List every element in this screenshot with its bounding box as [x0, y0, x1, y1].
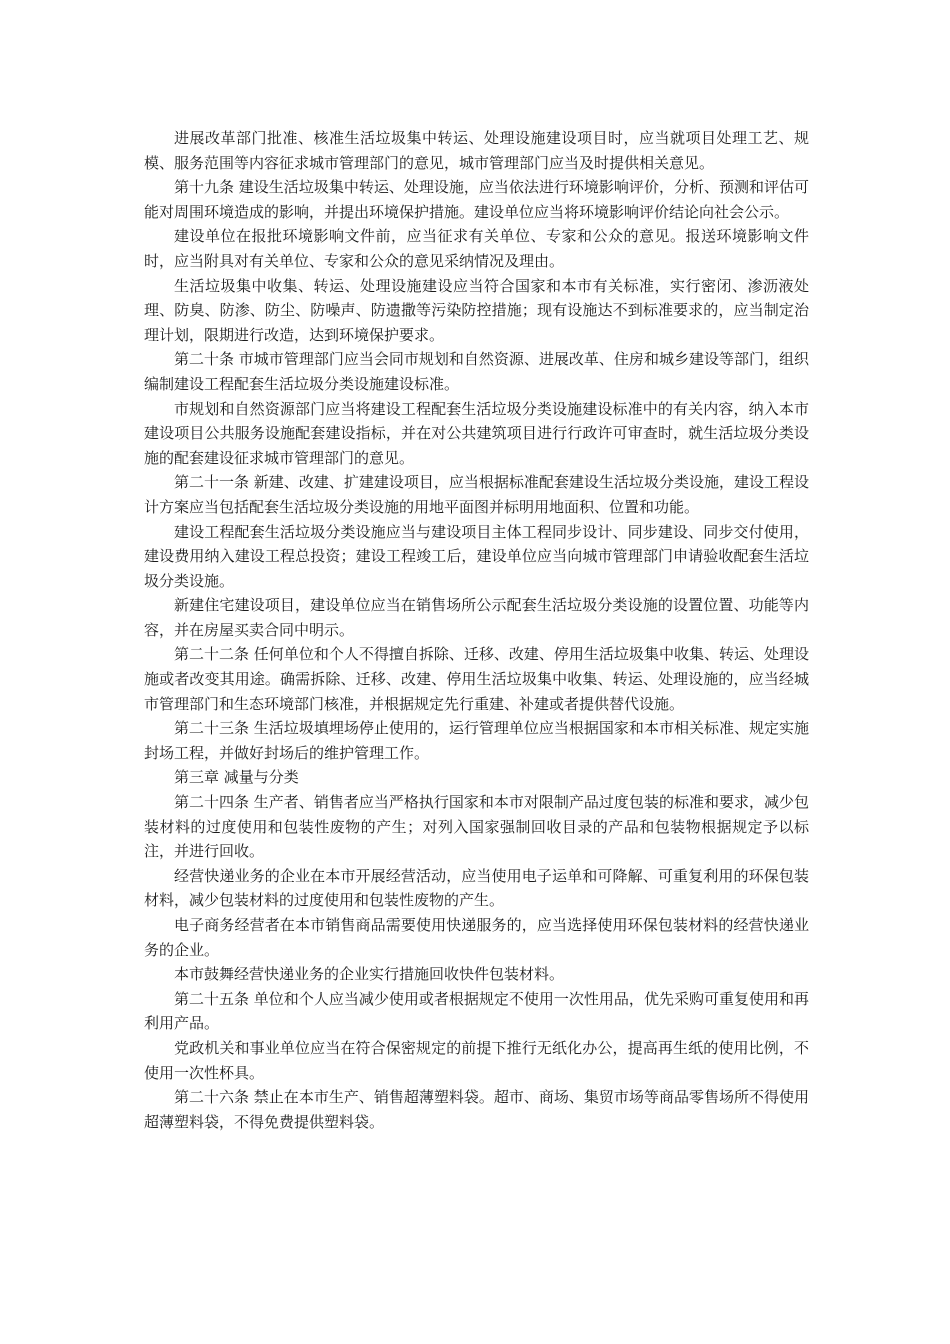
paragraph: 第十九条 建设生活垃圾集中转运、处理设施，应当依法进行环境影响评价，分析、预测和评估可能对周围环境造成的影响，并提出环境保护措施。建设单位应当将环境影响评价结论向社会公示。 — [144, 178, 809, 221]
paragraph: 第二十一条 新建、改建、扩建建设项目，应当根据标准配套建设生活垃圾分类设施，建设工程设计方案应当包括配套生活垃圾分类设施的用地平面图并标明用地面积、位置和功能。 — [144, 473, 809, 516]
paragraph: 第二十二条 任何单位和个人不得擅自拆除、迁移、改建、停用生活垃圾集中收集、转运、处理设施或者改变其用途。确需拆除、迁移、改建、停用生活垃圾集中收集、转运、处理设施的，应当经城市管理部门和生态环境部门核准，并根据规定先行重建、补建或者提供替代设施。 — [144, 645, 809, 713]
paragraph: 党政机关和事业单位应当在符合保密规定的前提下推行无纸化办公，提高再生纸的使用比例，不使用一次性杯具。 — [144, 1038, 809, 1082]
paragraph: 建设工程配套生活垃圾分类设施应当与建设项目主体工程同步设计、同步建设、同步交付使用，建设费用纳入建设工程总投资；建设工程竣工后，建设单位应当向城市管理部门申请验收配套生活垃圾分类设施。 — [144, 522, 809, 590]
paragraph: 本市鼓舞经营快递业务的企业实行措施回收快件包装材料。 — [174, 965, 565, 984]
paragraph: 第二十三条 生活垃圾填埋场停止使用的，运行管理单位应当根据国家和本市相关标准、规定实施封场工程，并做好封场后的维护管理工作。 — [144, 719, 809, 762]
paragraph: 经营快递业务的企业在本市开展经营活动，应当使用电子运单和可降解、可重复利用的环保包装材料，减少包装材料的过度使用和包装性废物的产生。 — [144, 866, 809, 910]
paragraph: 第二十五条 单位和个人应当减少使用或者根据规定不使用一次性用品，优先采购可重复使用和再利用产品。 — [144, 989, 809, 1033]
paragraph: 市规划和自然资源部门应当将建设工程配套生活垃圾分类设施建设标准中的有关内容，纳入本市建设项目公共服务设施配套建设指标，并在对公共建筑项目进行行政许可审查时，就生活垃圾分类设施的配套建设征求城市管理部门的意见。 — [144, 399, 809, 467]
chapter-heading: 第三章 减量与分类 — [174, 768, 299, 787]
paragraph: 新建住宅建设项目，建设单位应当在销售场所公示配套生活垃圾分类设施的设置位置、功能等内容，并在房屋买卖合同中明示。 — [144, 596, 809, 639]
paragraph: 生活垃圾集中收集、转运、处理设施建设应当符合国家和本市有关标准，实行密闭、渗沥液处理、防臭、防渗、防尘、防噪声、防遗撒等污染防控措施；现有设施达不到标准要求的，应当制定治理计划，限期进行改造，达到环境保护要求。 — [144, 276, 809, 344]
paragraph: 建设单位在报批环境影响文件前，应当征求有关单位、专家和公众的意见。报送环境影响文件时，应当附具对有关单位、专家和公众的意见采纳情况及理由。 — [144, 227, 809, 270]
paragraph: 第二十六条 禁止在本市生产、销售超薄塑料袋。超市、商场、集贸市场等商品零售场所不得使用超薄塑料袋，不得免费提供塑料袋。 — [144, 1088, 809, 1131]
paragraph: 第二十条 市城市管理部门应当会同市规划和自然资源、进展改革、住房和城乡建设等部门，组织编制建设工程配套生活垃圾分类设施建设标准。 — [144, 350, 809, 393]
paragraph: 电子商务经营者在本市销售商品需要使用快递服务的，应当选择使用环保包装材料的经营快递业务的企业。 — [144, 916, 809, 959]
paragraph: 第二十四条 生产者、销售者应当严格执行国家和本市对限制产品过度包装的标准和要求，减少包装材料的过度使用和包装性废物的产生；对列入国家强制回收目录的产品和包装物根据规定予以标注，并进行回收。 — [144, 793, 809, 861]
document-page — [144, 126, 809, 1134]
paragraph: 进展改革部门批准、核准生活垃圾集中转运、处理设施建设项目时，应当就项目处理工艺、规模、服务范围等内容征求城市管理部门的意见，城市管理部门应当及时提供相关意见。 — [144, 129, 809, 172]
